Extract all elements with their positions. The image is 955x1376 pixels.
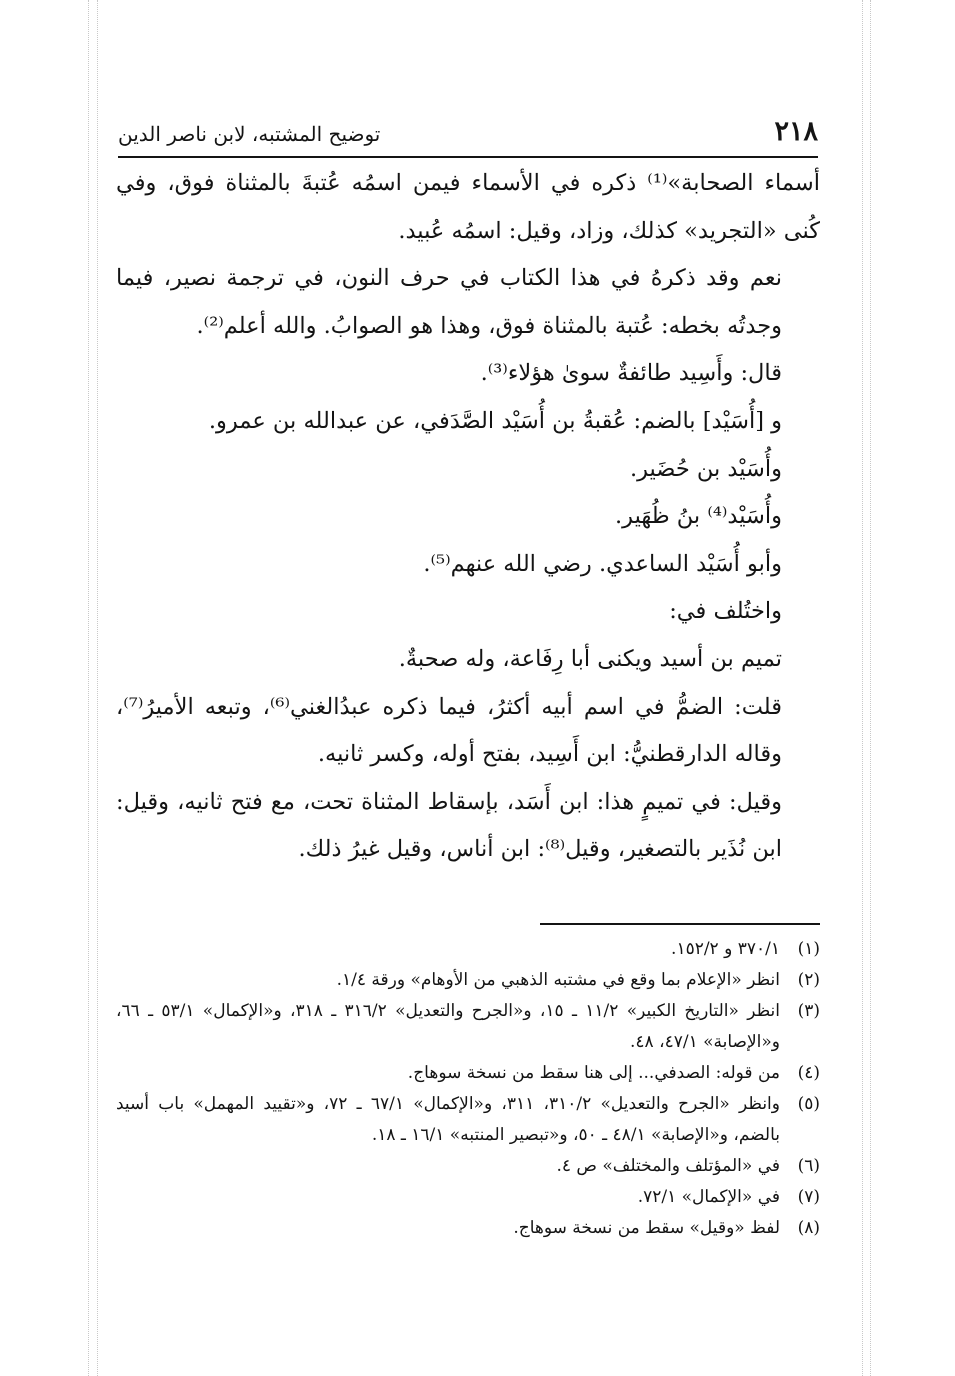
footnote-number: (٥) [797, 1094, 820, 1114]
footnote-text: في «الإكمال» ٧٢/١. [637, 1187, 780, 1207]
footnote-text: من قوله: الصدفي... إلى هنا سقط من نسخة سوهاج. [407, 1063, 780, 1083]
footnote [116, 934, 820, 965]
scan-artifact-line [88, 0, 89, 1376]
footnote [116, 1089, 820, 1151]
scan-artifact-line [862, 0, 863, 1376]
page-header [118, 112, 818, 152]
footnote [116, 1182, 820, 1213]
footnote-text: ٣٧٠/١ و ١٥٢/٢. [671, 939, 780, 959]
paragraph: وأُسَيْد بن حُضَير. [629, 455, 782, 482]
footnote-rule [540, 923, 820, 925]
footnote-text: لفظ «وقيل» سقط من نسخة سوهاج. [513, 1218, 780, 1238]
footnote-number: (٢) [797, 970, 820, 990]
paragraph: أسماء الصحابة»⁽¹⁾ ذكره في الأسماء فيمن اسمُه عُتبةَ بالمثناة فوق، وفي كُنى «التجريد» كذلك، وزاد، وقيل: اسمُه عُبيد. [116, 170, 820, 244]
footnote [116, 965, 820, 996]
footnote-number: (٣) [797, 1001, 820, 1021]
footnote-number: (١) [797, 939, 820, 959]
paragraph: وأُسَيْد⁽⁴⁾ بنُ ظُهَير. [615, 503, 782, 530]
header-rule [118, 156, 818, 158]
running-title: توضيح المشتبه، لابن ناصر الدين [118, 122, 381, 146]
footnote [116, 1058, 820, 1089]
paragraph: نعم وقد ذكرهُ في هذا الكتاب في حرف النون، في ترجمة نصير، فيما وجدتُه بخطه: عُتبة بالمثناة فوق، وهذا هو الصوابُ. والله أعلم⁽²⁾. [116, 265, 782, 339]
footnote-text: انظر «الإعلام بما وقع في مشتبه الذهبي من الأوهام» ورقة ١/٤. [336, 970, 780, 990]
paragraph: وقيل: في تميمٍ هذا: ابن أَسَد، بإسقاط المثناة تحت، مع فتح ثانيه، وقيل: ابن نُذَير بالتصغير، وقيل⁽⁸⁾: ابن أناس، وقيل غيرُ ذلك. [116, 788, 782, 863]
footnote-number: (٤) [797, 1063, 820, 1083]
paragraph: قال: وأَسِيد طائفةٌ سوىٰ هؤلاء⁽³⁾. [480, 360, 782, 387]
scan-artifact-line [97, 0, 98, 1376]
footnote-text: انظر «التاريخ الكبير» ١١/٢ ـ ١٥، و«الجرح والتعديل» ٣١٦/٢ ـ ٣١٨، و«الإكمال» ٥٣/١ ـ ٦٦، و«الإصابة» ٤٧/١، ٤٨. [116, 1001, 780, 1052]
footnote-number: (٨) [797, 1218, 820, 1238]
footnote [116, 1151, 820, 1182]
footnotes [116, 934, 820, 1244]
footnote [116, 1213, 820, 1244]
footnote-number: (٦) [797, 1156, 820, 1176]
footnote [116, 996, 820, 1058]
footnote-text: وانظر «الجرح والتعديل» ٣١٠/٢، ٣١١، و«الإكمال» ٦٧/١ ـ ٧٢، و«تقييد المهمل» باب أسيد بالضم، و«الإصابة» ٤٨/١ ـ ٥٠، و«تبصير المنتبه» ١٦/١ ـ ١٨. [116, 1094, 780, 1145]
page-number: ٢١٨ [774, 116, 818, 147]
main-text [116, 160, 820, 874]
footnote-number: (٧) [797, 1187, 820, 1207]
footnote-text: في «المؤتلف والمختلف» ص ٤. [556, 1156, 780, 1176]
paragraph: و [أُسَيْد] بالضم: عُقبةُ بن أُسَيْد الصَّدَفي، عن عبدالله بن عمرو. [208, 407, 782, 434]
paragraph: وأبو أُسَيْد الساعدي. رضي الله عنهم⁽⁵⁾. [423, 550, 782, 577]
paragraph: قلت: الضمُّ في اسم أبيه أكثرُ، فيما ذكره عبدُالغني⁽⁶⁾، وتبعه الأميرُ⁽⁷⁾، وقاله الدارقطنيُّ: ابن أَسِيد، بفتح أوله، وكسر ثانيه. [116, 693, 783, 768]
scan-artifact-line [870, 0, 871, 1376]
paragraph: تميم بن أسيد ويكنى أبا رِفَاعة، وله صحبةٌ. [398, 645, 782, 672]
paragraph: واختُلف في: [669, 598, 782, 625]
